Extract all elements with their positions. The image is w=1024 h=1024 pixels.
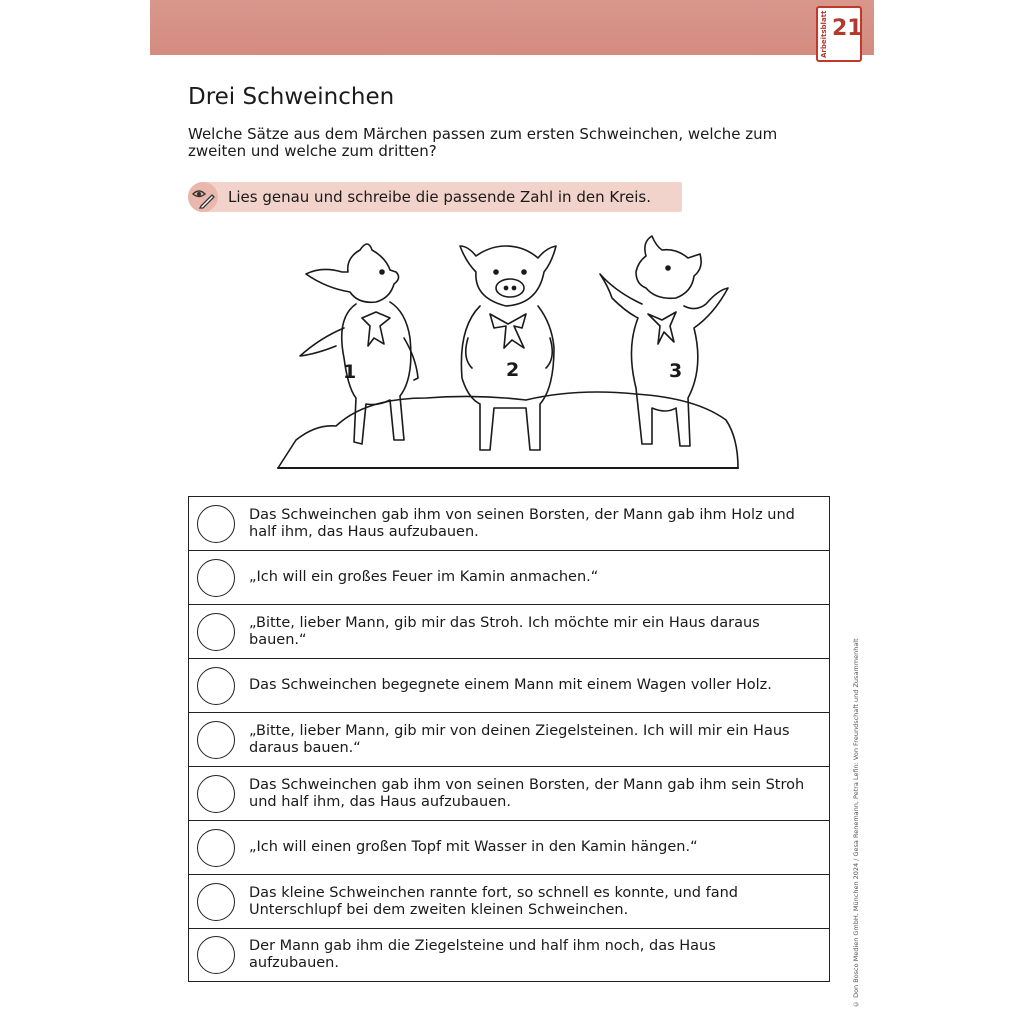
answer-circle[interactable] [197, 775, 235, 813]
answer-circle[interactable] [197, 667, 235, 705]
sentence-text: Das Schweinchen gab ihm von seinen Borsten, der Mann gab ihm Holz und half ihm, das Haus aufzubauen. [249, 506, 795, 540]
sentence-text: Das Schweinchen begegnete einem Mann mit einem Wagen voller Holz. [249, 677, 772, 693]
worksheet-label: Arbeitsblatt [820, 10, 828, 58]
sentence-text: „Bitte, lieber Mann, gib mir von deinen Ziegelsteinen. Ich will mir ein Haus daraus bauen.“ [249, 722, 790, 756]
sentence-text: Das kleine Schweinchen rannte fort, so schnell es konnte, und fand Unterschlupf bei dem zweiten kleinen Schweinchen. [249, 884, 738, 918]
answer-table [188, 496, 830, 982]
table-row [189, 551, 829, 605]
answer-circle[interactable] [197, 559, 235, 597]
sentence-text: „Ich will einen großen Topf mit Wasser in den Kamin hängen.“ [249, 839, 698, 855]
table-row [189, 497, 829, 551]
pig-label-1: 1 [343, 361, 357, 383]
instruction-text: Lies genau und schreibe die passende Zahl in den Kreis. [228, 188, 651, 206]
answer-circle[interactable] [197, 883, 235, 921]
sentence-text: „Bitte, lieber Mann, gib mir das Stroh. Ich möchte mir ein Haus daraus bauen.“ [249, 614, 760, 648]
eye-pencil-icon [188, 182, 218, 212]
answer-circle[interactable] [197, 721, 235, 759]
table-row [189, 605, 829, 659]
pig-label-3: 3 [669, 360, 683, 382]
instruction-box [188, 182, 682, 212]
answer-circle[interactable] [197, 505, 235, 543]
answer-circle[interactable] [197, 829, 235, 867]
sentence-text: „Ich will ein großes Feuer im Kamin anmachen.“ [249, 569, 599, 585]
task-question: Welche Sätze aus dem Märchen passen zum ersten Schweinchen, welche zum zweiten und welche zum dritten? [188, 125, 778, 160]
table-row [189, 821, 829, 875]
copyright-credit: © Don Bosco Medien GmbH, München 2024 / Gesa Renemann, Petra Lefin: Von Freundschaft und Zusammenhalt [852, 638, 860, 1008]
table-row [189, 659, 829, 713]
worksheet-number: 21 [832, 16, 863, 41]
pig-label-2: 2 [506, 359, 520, 381]
sentence-text: Das Schweinchen gab ihm von seinen Borsten, der Mann gab ihm sein Stroh und half ihm, das Haus aufzubauen. [249, 776, 805, 810]
table-row [189, 767, 829, 821]
answer-circle[interactable] [197, 936, 235, 974]
sentence-text: Der Mann gab ihm die Ziegelsteine und half ihm noch, das Haus aufzubauen. [249, 938, 716, 971]
answer-circle[interactable] [197, 613, 235, 651]
table-row [189, 929, 829, 981]
table-row [189, 713, 829, 767]
worksheet-number-tab [816, 6, 862, 62]
header-band [150, 0, 874, 55]
page-title: Drei Schweinchen [188, 84, 395, 110]
table-row [189, 875, 829, 929]
three-pigs-illustration [276, 228, 746, 472]
